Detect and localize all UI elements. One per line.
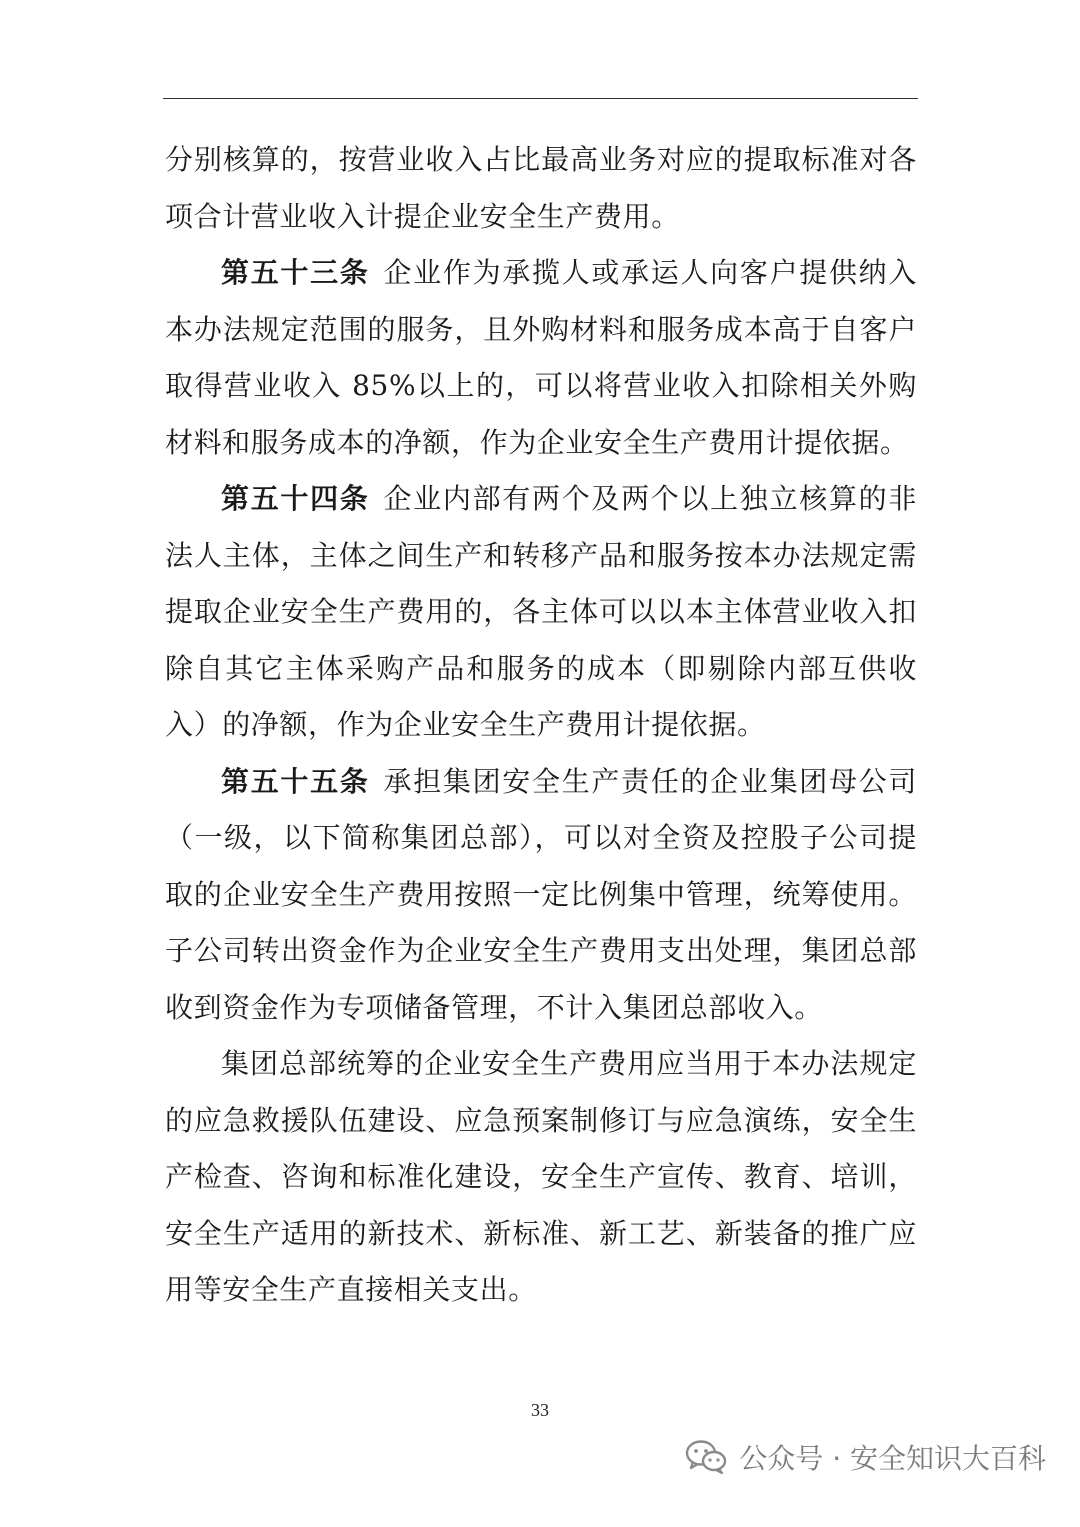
paragraph-text: 分别核算的，按营业收入占比最高业务对应的提取标准对各项合计营业收入计提企业安全生产费用。: [165, 143, 917, 233]
watermark-text: 公众号 · 安全知识大百科: [739, 1442, 1046, 1475]
article-number: 第五十五条: [221, 764, 370, 798]
article-number: 第五十三条: [221, 256, 370, 289]
paragraph-article-54: [165, 471, 917, 754]
watermark: [685, 1434, 1046, 1480]
paragraph-text: 集团总部统筹的企业安全生产费用应当用于本办法规定的应急救援队伍建设、应急预案制修订与应急演练，安全生产检查、咨询和标准化建设，安全生产宣传、教育、培训，安全生产适用的新技术、新标准、新工艺、新装备的推广应用等安全生产直接相关支出。: [165, 1047, 917, 1306]
paragraph-continuation: [165, 132, 917, 245]
paragraph-group-expenses: [165, 1036, 917, 1319]
paragraph-article-53: [165, 245, 917, 471]
paragraph-text: 企业内部有两个及两个以上独立核算的非法人主体，主体之间生产和转移产品和服务按本办法规定需提取企业安全生产费用的，各主体可以以本主体营业收入扣除自其它主体采购产品和服务的成本（即剔除内部互供收入）的净额，作为企业安全生产费用计提依据。: [165, 482, 917, 741]
paragraph-text: 企业作为承揽人或承运人向客户提供纳入本办法规定范围的服务，且外购材料和服务成本高于自客户取得营业收入 85%以上的，可以将营业收入扣除相关外购材料和服务成本的净额，作为企业安全生产费用计提依据。: [165, 256, 917, 459]
document-body: [165, 132, 917, 1319]
article-number: 第五十四条: [221, 482, 370, 515]
page-number: 33: [531, 1400, 549, 1420]
paragraph-article-55: [165, 754, 917, 1037]
header-rule: [163, 98, 918, 99]
wechat-icon: [685, 1439, 727, 1475]
paragraph-text: 承担集团安全生产责任的企业集团母公司（一级，以下简称集团总部），可以对全资及控股子公司提取的企业安全生产费用按照一定比例集中管理，统筹使用。子公司转出资金作为企业安全生产费用支出处理，集团总部收到资金作为专项储备管理，不计入集团总部收入。: [165, 764, 917, 1024]
